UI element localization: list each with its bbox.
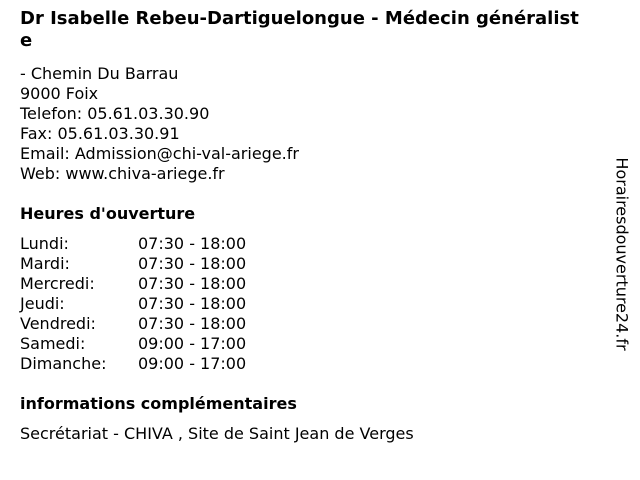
hours-row-saturday <box>20 334 580 354</box>
street-address: - Chemin Du Barrau <box>20 64 179 83</box>
time-range: 07:30 - 18:00 <box>138 294 247 313</box>
hours-heading: Heures d'ouverture <box>20 204 196 223</box>
site-brand-watermark: Horairesdouverture24.fr <box>612 157 632 351</box>
hours-row-tuesday <box>20 254 580 274</box>
time-range: 07:30 - 18:00 <box>138 274 247 293</box>
phone-number: Telefon: 05.61.03.30.90 <box>20 104 210 123</box>
hours-row-monday <box>20 234 580 254</box>
hours-row-thursday <box>20 294 580 314</box>
time-range: 07:30 - 18:00 <box>138 254 247 273</box>
info-text: Secrétariat - CHIVA , Site de Saint Jean de Verges <box>20 424 414 443</box>
hours-row-sunday <box>20 354 580 374</box>
hours-row-friday <box>20 314 580 334</box>
time-range: 09:00 - 17:00 <box>138 354 247 373</box>
hours-row-wednesday <box>20 274 580 294</box>
day-label: Lundi: <box>20 234 69 253</box>
day-label: Jeudi: <box>20 294 65 313</box>
day-label: Samedi: <box>20 334 86 353</box>
time-range: 07:30 - 18:00 <box>138 234 247 253</box>
website: Web: www.chiva-ariege.fr <box>20 164 225 183</box>
city: 9000 Foix <box>20 84 99 103</box>
day-label: Mardi: <box>20 254 70 273</box>
time-range: 07:30 - 18:00 <box>138 314 247 333</box>
day-label: Vendredi: <box>20 314 96 333</box>
day-label: Dimanche: <box>20 354 107 373</box>
info-heading: informations complémentaires <box>20 394 297 413</box>
page-title: Dr Isabelle Rebeu-Dartiguelongue - Médecin généraliste <box>20 8 579 51</box>
email-address: Email: Admission@chi-val-ariege.fr <box>20 144 299 163</box>
hours-table <box>20 234 580 374</box>
fax-number: Fax: 05.61.03.30.91 <box>20 124 180 143</box>
listing-card <box>20 8 580 444</box>
time-range: 09:00 - 17:00 <box>138 334 247 353</box>
contact-block <box>20 64 580 184</box>
day-label: Mercredi: <box>20 274 95 293</box>
